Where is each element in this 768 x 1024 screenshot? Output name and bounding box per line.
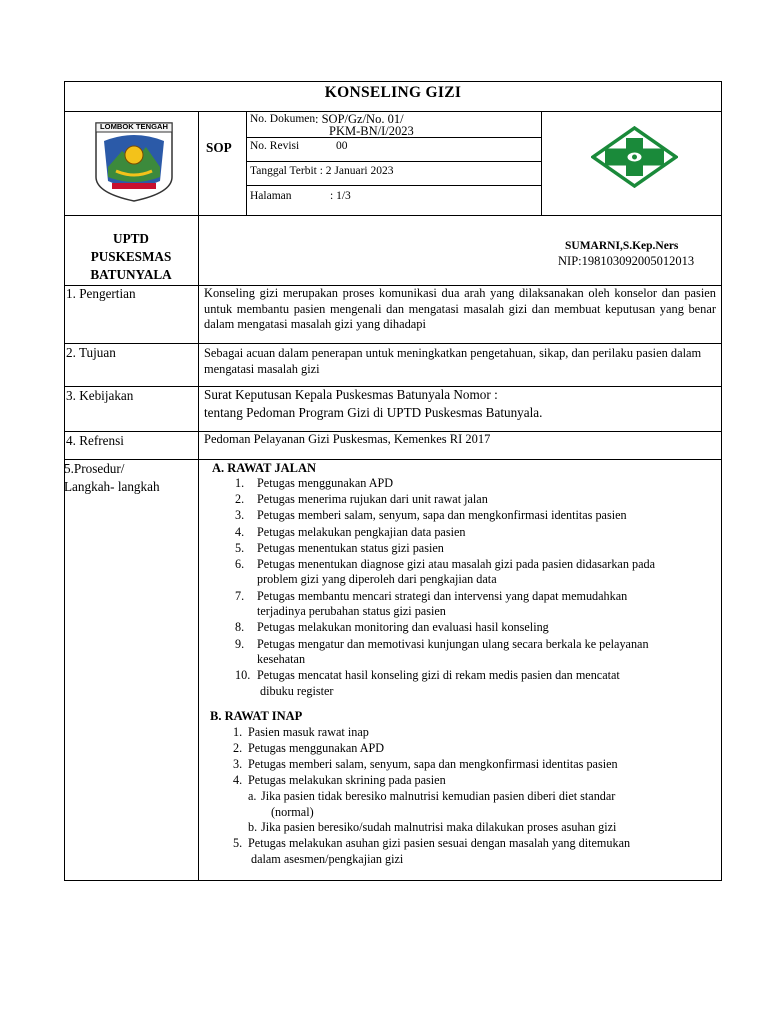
no-revisi-label: No. Revisi: [250, 140, 300, 152]
list-item-text: Pasien masuk rawat inap: [248, 725, 369, 739]
rawat-jalan-list: [235, 476, 715, 700]
list-item-text: dibuku register: [260, 683, 334, 698]
list-item-text: Petugas mengatur dan memotivasi kunjungan ulang secara berkala ke pelayanan: [257, 636, 649, 651]
rawat-jalan-heading: A. RAWAT JALAN: [212, 461, 317, 475]
list-item-number: 5.: [233, 836, 243, 850]
list-item: [248, 820, 713, 836]
no-dokumen-label: No. Dokumen: [250, 113, 316, 125]
list-item-number: 8.: [235, 620, 245, 635]
list-item: [233, 725, 713, 741]
list-item-text: Petugas melakukan skrining pada pasien: [248, 772, 446, 787]
list-item: [235, 492, 715, 508]
list-item-text: problem gizi yang diperoleh dari pengkajian data: [257, 572, 497, 587]
no-dokumen-value-line2: PKM-BN/I/2023: [329, 124, 414, 138]
list-item-number: 1.: [233, 725, 243, 739]
lombok-tengah-emblem-graphic: [94, 121, 174, 203]
list-item-text: Jika pasien beresiko/sudah malnutrisi maka dilakukan proses asuhan gizi: [261, 820, 617, 835]
divider-header-row2: [246, 161, 541, 162]
list-item-number: 9.: [235, 636, 245, 651]
list-item-text: Petugas memberi salam, senyum, sapa dan mengkonfirmasi identitas pasien: [248, 756, 618, 771]
list-item-number: 2.: [235, 492, 245, 507]
list-item-text: Petugas menerima rujukan dari unit rawat jalan: [257, 492, 488, 507]
tujuan-text: Sebagai acuan dalam penerapan untuk meningkatkan pengetahuan, sikap, dan perilaku pasien dalam mengatasi masalah gizi: [204, 346, 702, 376]
list-item: [233, 741, 713, 757]
list-item-text: Petugas menggunakan APD: [248, 740, 385, 755]
halaman-label: Halaman: [250, 190, 292, 202]
kebijakan-line2: tentang Pedoman Program Gizi di UPTD Puskesmas Batunyala.: [204, 405, 543, 420]
list-item-text: kesehatan: [257, 652, 306, 666]
list-item-text: Petugas melakukan pengkajian data pasien: [257, 524, 466, 539]
list-item-number: 7.: [235, 588, 245, 603]
puskesmas-logo: [591, 126, 678, 188]
list-item-text: (normal): [271, 804, 314, 819]
kebijakan-line1: Surat Keputusan Kepala Puskesmas Batunyala Nomor :: [204, 387, 498, 402]
list-item-number: 5.: [235, 540, 245, 555]
sop-label: SOP: [206, 140, 232, 155]
list-item: [248, 789, 713, 820]
list-item-text: Petugas membantu mencari strategi dan intervensi yang dapat memudahkan: [257, 588, 628, 603]
prosedur-label-line1: 5.Prosedur/: [64, 461, 125, 476]
column-divider-logo: [541, 111, 542, 215]
list-item: [235, 476, 715, 492]
list-item: [235, 589, 715, 620]
list-item-text: Jika pasien tidak beresiko malnutrisi kemudian pasien diberi diet standar: [261, 789, 616, 803]
column-divider-main: [198, 111, 199, 881]
list-item-number: 3.: [233, 756, 243, 771]
list-item-text: dalam asesmen/pengkajian gizi: [251, 851, 404, 866]
list-item-number: 3.: [235, 508, 245, 523]
org-line2: PUSKESMAS: [90, 249, 172, 264]
org-line3: BATUNYALA: [90, 267, 172, 282]
list-item: [235, 620, 715, 636]
list-item-number: 10.: [235, 668, 251, 683]
list-item-text: Petugas memberi salam, senyum, sapa dan mengkonfirmasi identitas pasien: [257, 508, 627, 523]
divider-header: [64, 215, 722, 216]
list-item: [235, 541, 715, 557]
signer-name: SUMARNI,S.Kep.Ners: [565, 240, 679, 252]
divider-referensi: [64, 459, 722, 460]
divider-pengertian: [64, 343, 722, 344]
list-item-number: b.: [248, 820, 258, 835]
list-item: [235, 508, 715, 524]
divider-header-row3: [246, 185, 541, 186]
list-item-number: 1.: [235, 476, 245, 490]
org-line1: UPTD: [113, 231, 149, 246]
list-item: [233, 757, 713, 773]
list-item-text: terjadinya perubahan status gizi pasien: [257, 604, 446, 619]
list-item: [235, 637, 715, 668]
list-item-text: Petugas menggunakan APD: [257, 476, 394, 490]
no-revisi-value: 00: [336, 140, 348, 152]
rawat-inap-sublist: [248, 789, 713, 836]
rawat-inap-list: [233, 725, 713, 789]
signer-nip: NIP:198103092005012013: [558, 254, 695, 268]
puskesmas-logo-graphic: [591, 126, 678, 188]
halaman-value: : 1/3: [330, 190, 351, 202]
list-item-number: 6.: [235, 556, 245, 571]
list-item-number: 2.: [233, 740, 243, 755]
rawat-inap-list-5: [233, 836, 713, 867]
list-item-text: Petugas menentukan status gizi pasien: [257, 540, 444, 555]
pengertian-text: Konseling gizi merupakan proses komunikasi dua arah yang dilaksanakan oleh konselor dan pasien untuk membantu pasien mengenali dan mengatasi masalah gizi dan membuat keputusan yang benar dalam mengatasi masalah gizi yang dihadapi: [204, 286, 716, 331]
rawat-inap-heading: B. RAWAT INAP: [210, 709, 303, 723]
list-item: [235, 525, 715, 541]
list-item: [233, 836, 713, 867]
column-divider-sop: [246, 111, 247, 215]
list-item-text: Petugas menentukan diagnose gizi atau masalah gizi pada pasien didasarkan pada: [257, 556, 655, 571]
document-title: KONSELING GIZI: [324, 84, 462, 101]
list-item-number: 4.: [235, 524, 245, 539]
pengertian-label: 1. Pengertian: [66, 286, 136, 301]
list-item: [235, 557, 715, 588]
lombok-tengah-emblem: [94, 121, 174, 203]
list-item: [233, 773, 713, 789]
list-item-text: Petugas melakukan monitoring dan evaluasi hasil konseling: [257, 620, 549, 635]
referensi-label: 4. Refrensi: [66, 433, 124, 448]
list-item: [235, 668, 715, 699]
referensi-text: Pedoman Pelayanan Gizi Puskesmas, Kemenkes RI 2017: [204, 432, 491, 446]
tujuan-label: 2. Tujuan: [66, 345, 116, 360]
kebijakan-label: 3. Kebijakan: [66, 388, 134, 403]
list-item-number: a.: [248, 789, 257, 803]
list-item-number: 4.: [233, 772, 243, 787]
list-item-text: Petugas mencatat hasil konseling gizi di rekam medis pasien dan mencatat: [257, 668, 620, 683]
list-item-text: Petugas melakukan asuhan gizi pasien sesuai dengan masalah yang ditemukan: [248, 836, 631, 850]
emblem-text: LOMBOK TENGAH: [100, 122, 168, 131]
tanggal-terbit: Tanggal Terbit : 2 Januari 2023: [250, 165, 394, 177]
no-dokumen-value-line1: : SOP/Gz/No. 01/: [315, 112, 404, 126]
prosedur-label-line2: Langkah- langkah: [64, 479, 160, 494]
